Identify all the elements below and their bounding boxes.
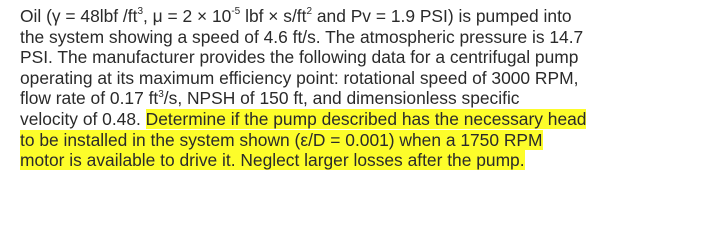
line1-superscript-exponent: -5: [231, 6, 241, 18]
line1-superscript-ft3: 3: [137, 6, 143, 18]
text-line-6: [20, 109, 712, 130]
text-line-8: [20, 150, 712, 171]
line6-plain-text: velocity of 0.48.: [20, 108, 146, 129]
line6-highlighted-text: Determine if the pump described has the necessary head: [145, 108, 587, 129]
line8-highlighted-text: motor is available to drive it. Neglect larger losses after the pump.: [20, 150, 525, 171]
line1-part-e: lbf × s/ft: [240, 6, 307, 26]
line7-highlighted-text: to be installed in the system shown (ε/D = 0.001) when a 1750 RPM: [20, 129, 543, 150]
line5-part-a: flow rate of 0.17 ft: [20, 88, 159, 109]
line5-part-c: /s, NPSH of 150 ft, and dimensionless specific: [163, 88, 520, 109]
problem-text: [20, 6, 712, 171]
line1-part-a: Oil (γ = 48lbf /ft: [20, 6, 138, 26]
text-line-2: the system showing a speed of 4.6 ft/s. The atmospheric pressure is 14.7: [20, 26, 584, 47]
line1-superscript-ft2: 2: [306, 6, 313, 18]
text-line-4: operating at its maximum efficiency point: rotational speed of 3000 RPM,: [20, 67, 579, 88]
text-line-5: [20, 88, 712, 109]
line1-part-g: and Pv = 1.9 PSI) is pumped into: [312, 6, 572, 26]
line1-part-c: , μ = 2 × 10: [143, 6, 232, 26]
text-line-1: [20, 6, 712, 27]
text-line-3: PSI. The manufacturer provides the following data for a centrifugal pump: [20, 47, 579, 68]
text-line-7: [20, 130, 712, 151]
line5-superscript-ft3: 3: [158, 88, 164, 100]
